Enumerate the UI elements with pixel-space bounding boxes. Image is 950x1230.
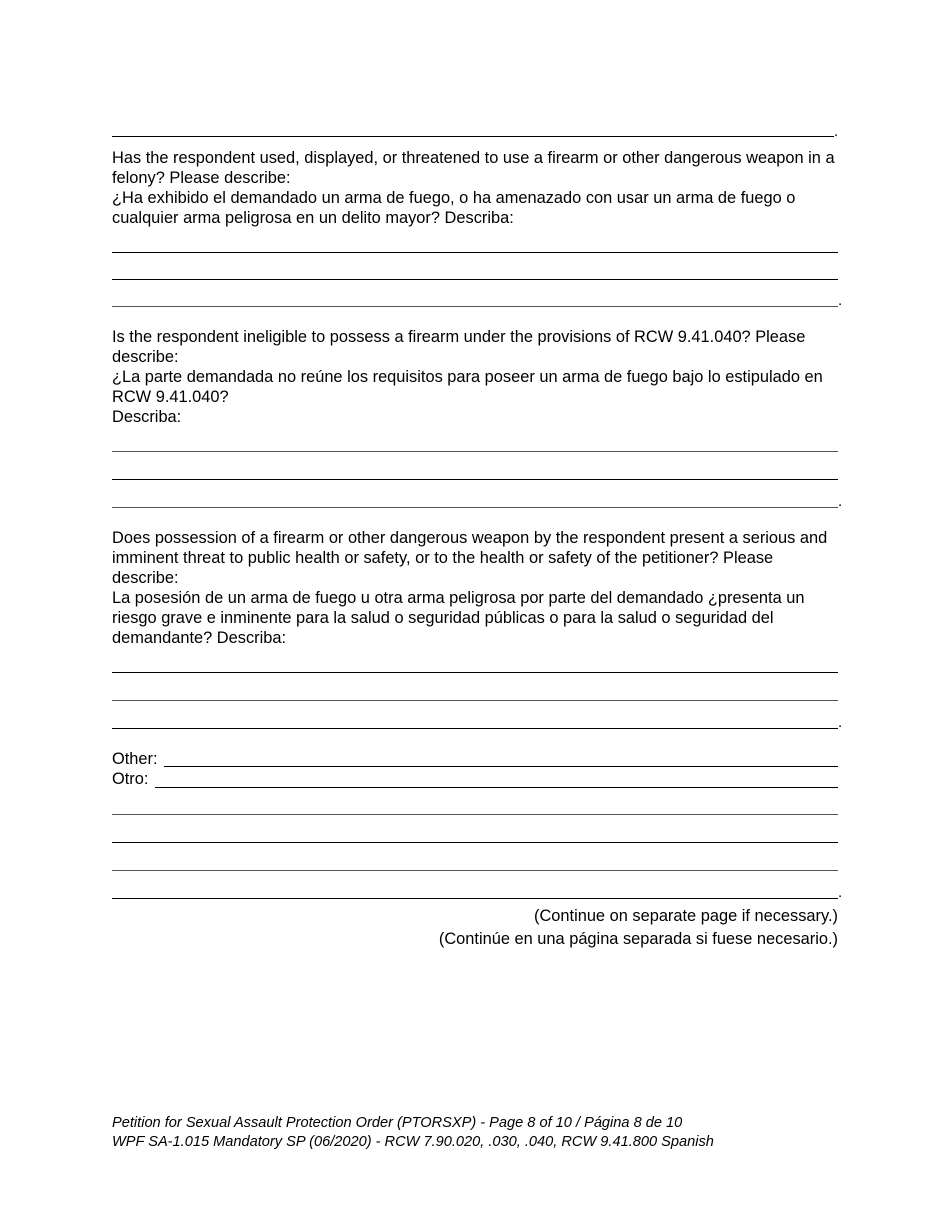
answer-line[interactable] [112,306,838,307]
question-felony-weapon [112,148,842,228]
answer-line[interactable] [112,136,834,137]
answer-line[interactable] [112,279,838,280]
answer-line[interactable] [112,451,838,452]
question-spanish-describe: Describa: [112,408,182,426]
continue-note-english: (Continue on separate page if necessary.) [533,907,838,925]
footer-line-2: WPF SA-1.015 Mandatory SP (06/2020) - RCW 7.90.020, .030, .040, RCW 9.41.800 Spanish [112,1134,714,1150]
answer-line[interactable] [112,672,838,673]
answer-line[interactable] [112,252,838,253]
question-ineligible-firearm [112,327,842,427]
question-english: Does possession of a firearm or other dangerous weapon by the respondent present a serious and imminent threat to public health or safety, or to the health or safety of the petitioner? Please describe: [112,529,828,587]
line-end-period: . [834,123,839,140]
page-footer [112,1114,714,1152]
answer-line[interactable] [112,479,838,480]
answer-line[interactable] [112,700,838,701]
question-english: Has the respondent used, displayed, or threatened to use a firearm or other dangerous weapon in a felony? Please describe: [112,149,835,187]
answer-line[interactable] [112,507,838,508]
question-spanish: ¿Ha exhibido el demandado un arma de fuego, o ha amenazado con usar un arma de fuego o cualquier arma peligrosa en un delito mayor? Describa: [112,189,796,227]
otro-field[interactable] [155,787,838,788]
answer-line[interactable] [112,728,838,729]
line-end-period: . [838,292,843,309]
line-end-period: . [838,493,843,510]
footer-line-1: Petition for Sexual Assault Protection Order (PTORSXP) - Page 8 of 10 / Página 8 de 10 [112,1115,683,1131]
line-end-period: . [838,884,843,901]
answer-line[interactable] [112,814,838,815]
question-spanish: La posesión de un arma de fuego u otra arma peligrosa por parte del demandado ¿presenta un riesgo grave e inminente para la salud o seguridad públicas o para la salud o seguridad del demandante? Describa: [112,589,805,647]
question-imminent-threat [112,528,842,648]
answer-line[interactable] [112,898,838,899]
question-spanish: ¿La parte demandada no reúne los requisitos para poseer un arma de fuego bajo lo estipulado en RCW 9.41.040? [112,368,823,406]
other-label: Other: [112,750,158,768]
answer-line[interactable] [112,842,838,843]
question-english: Is the respondent ineligible to possess a firearm under the provisions of RCW 9.41.040? Please describe: [112,328,806,366]
continue-note-spanish: (Continúe en una página separada si fuese necesario.) [438,930,838,948]
otro-label: Otro: [112,770,149,788]
line-end-period: . [838,714,843,731]
answer-line[interactable] [112,870,838,871]
other-field[interactable] [164,766,838,767]
